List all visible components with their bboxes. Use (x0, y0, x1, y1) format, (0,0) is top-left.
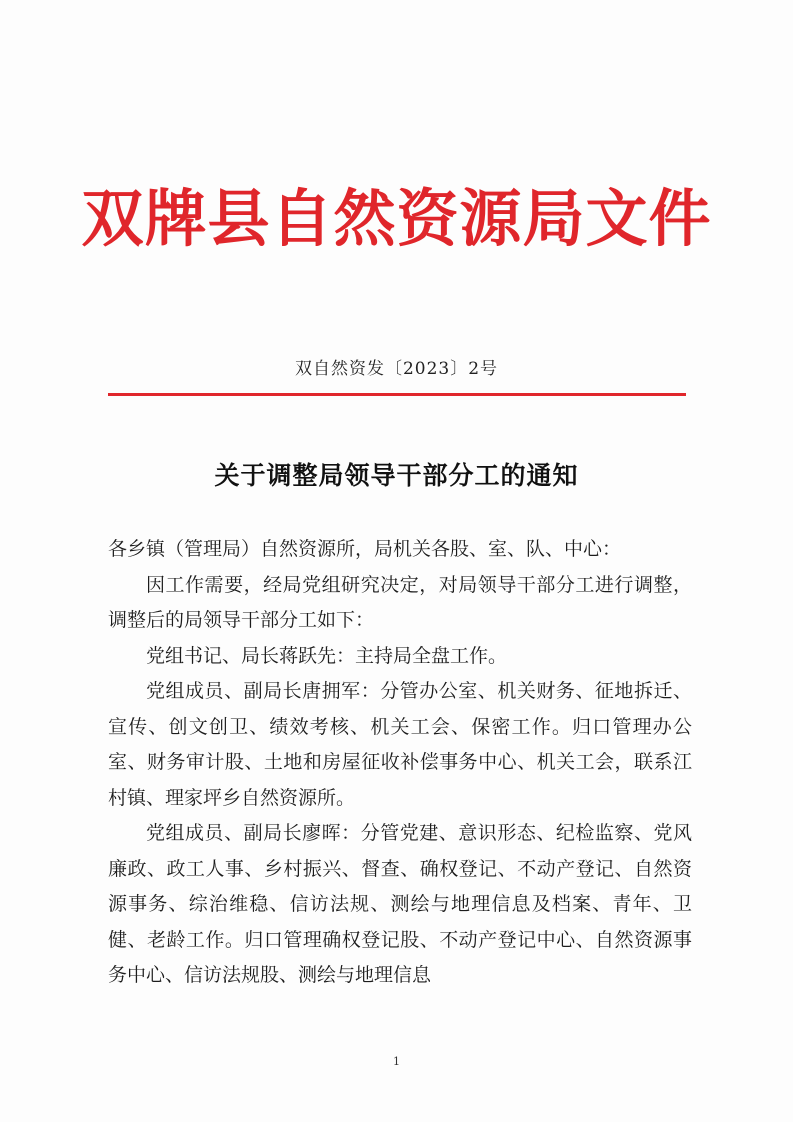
salutation: 各乡镇（管理局）自然资源所，局机关各股、室、队、中心： (108, 538, 622, 560)
page-number: 1 (393, 1055, 400, 1068)
document-number: 双自然资发〔2023〕2号 (294, 359, 499, 379)
paragraph-deputy-tang: 党组成员、副局长唐拥军：分管办公室、机关财务、征地拆迁、宣传、创文创卫、绩效考核、机关工会、保密工作。归口管理办公室、财务审计股、土地和房屋征收补偿事务中心、机关工会，联系江村镇、理家坪乡自然资源所。 (108, 680, 692, 809)
document-title: 关于调整局领导干部分工的通知 (214, 461, 579, 490)
paragraph-deputy-liao: 党组成员、副局长廖晖：分管党建、意识形态、纪检监察、党风廉政、政工人事、乡村振兴、督查、确权登记、不动产登记、自然资源事务、综治维稳、信访法规、测绘与地理信息及档案、青年、卫健、老龄工作。归口管理确权登记股、不动产登记中心、自然资源事务中心、信访法规股、测绘与地理信息 (108, 822, 692, 986)
paragraph-intro: 因工作需要，经局党组研究决定，对局领导干部分工进行调整，调整后的局领导干部分工如下： (108, 573, 692, 631)
masthead-title: 双牌县自然资源局文件 (81, 182, 712, 255)
paragraph-director: 党组书记、局长蒋跃先：主持局全盘工作。 (146, 644, 508, 667)
red-divider-line (108, 393, 686, 396)
document-body (108, 532, 692, 994)
